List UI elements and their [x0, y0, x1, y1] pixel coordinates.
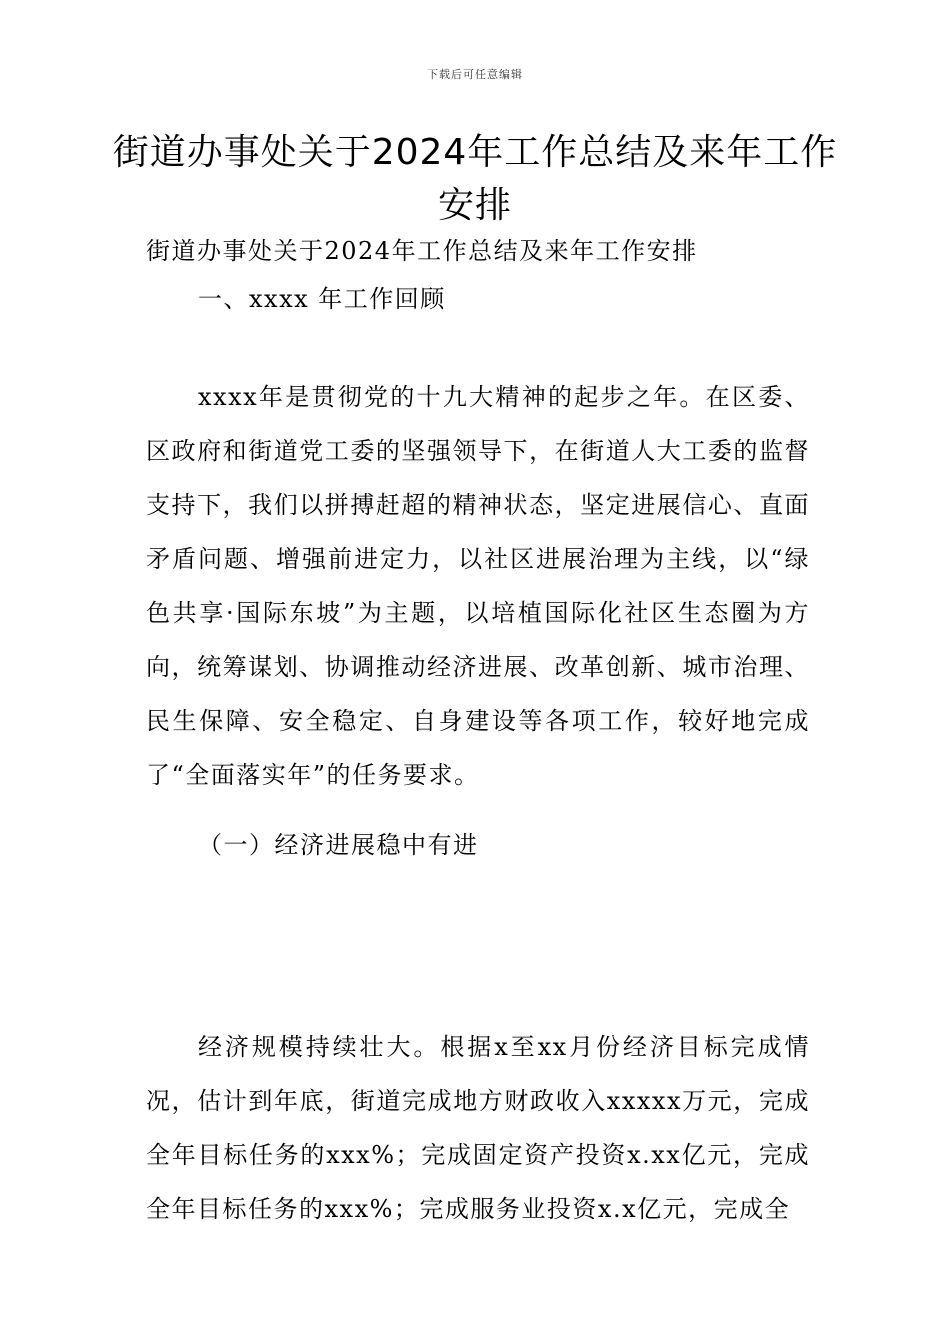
body-paragraph: 经济规模持续壮大。根据x至xx月份经济目标完成情况，估计到年底，街道完成地方财政收入xxxxx万元，完成全年目标任务的xxx%；完成固定资产投资x.xx亿元，完成全年目标任务的xxx%；完成服务业投资x.x亿元，完成全 [146, 1033, 810, 1223]
subsection-heading: （一）经济进展稳中有进 [198, 831, 479, 859]
document-subtitle: 街道办事处关于2024年工作总结及来年工作安排 [146, 237, 698, 265]
document-title: 街道办事处关于2024年工作总结及来年工作安排 [112, 132, 838, 226]
header-note: 下载后可任意编辑 [427, 68, 523, 81]
body-paragraph: xxxx年是贯彻党的十九大精神的起步之年。在区委、区政府和街道党工委的坚强领导下，在街道人大工委的监督支持下，我们以拼搏赶超的精神状态，坚定进展信心、直面矛盾问题、增强前进定力，以社区进展治理为主线，以“绿色共享·国际东坡”为主题，以培植国际化社区生态圈为方向，统筹谋划、协调推动经济进展、改革创新、城市治理、民生保障、安全稳定、自身建设等各项工作，较好地完成了“全面落实年”的任务要求。 [146, 383, 810, 789]
section-heading: 一、xxxx 年工作回顾 [198, 285, 446, 313]
